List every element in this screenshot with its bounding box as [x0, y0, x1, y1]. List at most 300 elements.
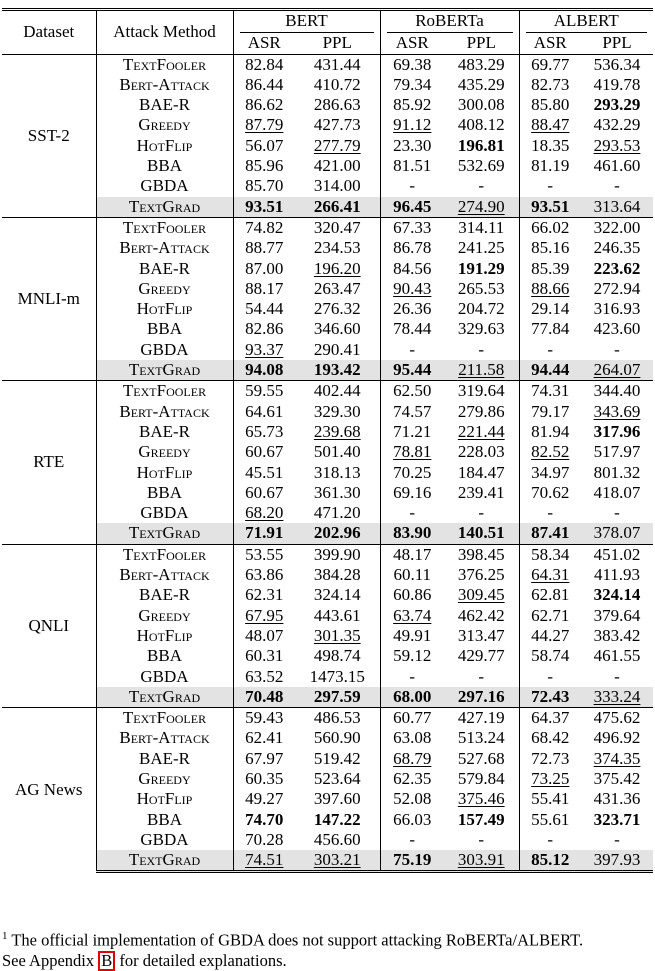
value-text: 48.17 [393, 544, 432, 564]
value-text: 62.41 [245, 728, 284, 748]
header-model-bert: BERT [233, 10, 380, 34]
asr-value-cell [519, 626, 581, 646]
attack-method-cell: TextGrad [96, 523, 233, 544]
value-text: 68.42 [531, 728, 570, 748]
ppl-value-cell [444, 95, 519, 115]
value-text: 317.96 [593, 421, 641, 441]
asr-value-cell [233, 728, 295, 748]
ppl-value-cell [581, 503, 653, 523]
asr-value-cell [519, 340, 581, 360]
value-text: 62.31 [245, 585, 284, 605]
asr-value-cell [233, 769, 295, 789]
asr-value-cell [380, 810, 444, 830]
table-row [2, 830, 653, 850]
ppl-value-cell [295, 422, 380, 442]
ppl-value-cell [581, 136, 653, 156]
table-row [2, 319, 653, 339]
asr-value-cell [233, 197, 295, 218]
value-text: 82.86 [245, 319, 284, 339]
value-text: 314.11 [458, 217, 505, 237]
asr-value-cell [380, 156, 444, 176]
asr-value-cell [233, 259, 295, 279]
table-row [2, 75, 653, 95]
ppl-value-cell [295, 54, 380, 75]
value-text: 85.96 [245, 156, 284, 176]
asr-value-cell [380, 830, 444, 850]
ppl-value-cell [295, 749, 380, 769]
value-text: 191.29 [457, 258, 505, 278]
ppl-value-cell [444, 585, 519, 605]
value-text: 60.86 [393, 585, 432, 605]
value-text: 313.64 [593, 196, 641, 216]
value-text: 59.55 [245, 381, 284, 401]
value-text: 52.08 [393, 789, 432, 809]
asr-value-cell [233, 565, 295, 585]
value-text: 74.31 [531, 381, 570, 401]
value-text: 77.84 [531, 319, 570, 339]
value-text: 65.73 [245, 421, 284, 441]
ppl-value-cell [295, 728, 380, 748]
value-text: 93.51 [531, 196, 570, 216]
ppl-value-cell [581, 523, 653, 544]
asr-value-cell [519, 830, 581, 850]
value-text: 74.70 [245, 809, 284, 829]
asr-value-cell [233, 238, 295, 258]
asr-value-cell [233, 156, 295, 176]
value-text: 461.55 [593, 646, 641, 666]
asr-value-cell [380, 238, 444, 258]
asr-value-cell [519, 217, 581, 238]
value-text: 79.17 [531, 401, 570, 421]
value-text: 86.44 [245, 74, 284, 94]
value-text: 374.35 [593, 748, 641, 768]
table-row [2, 54, 653, 75]
asr-value-cell [380, 75, 444, 95]
asr-value-cell [233, 646, 295, 666]
value-text: 316.93 [593, 299, 641, 319]
value-text: 193.42 [313, 360, 361, 380]
asr-value-cell [519, 483, 581, 503]
header-metric-ppl: PPL [444, 33, 519, 54]
table-row [2, 115, 653, 135]
value-text: 346.60 [313, 319, 361, 339]
value-text: 313.47 [457, 625, 505, 645]
asr-value-cell [519, 156, 581, 176]
ppl-value-cell [581, 606, 653, 626]
table-row [2, 585, 653, 605]
asr-value-cell [519, 544, 581, 565]
asr-value-cell [519, 585, 581, 605]
asr-value-cell [519, 238, 581, 258]
ppl-value-cell [581, 565, 653, 585]
asr-value-cell [519, 136, 581, 156]
value-text: 68.79 [393, 748, 432, 768]
asr-value-cell [233, 381, 295, 402]
table-row [2, 606, 653, 626]
table-row [2, 442, 653, 462]
value-text: 63.08 [393, 728, 432, 748]
value-text: 375.42 [593, 768, 641, 788]
value-text: 297.59 [313, 686, 361, 706]
attack-method-cell: TextGrad [96, 360, 233, 381]
ppl-value-cell [444, 708, 519, 729]
ppl-value-cell [295, 810, 380, 830]
value-text: 60.35 [245, 768, 284, 788]
table-row [2, 402, 653, 422]
value-text: 314.00 [313, 176, 361, 196]
value-text: - [478, 666, 485, 686]
value-text: 286.63 [313, 95, 361, 115]
table-row [2, 565, 653, 585]
table-row [2, 156, 653, 176]
value-text: 71.21 [393, 421, 432, 441]
value-text: 95.44 [393, 360, 432, 380]
asr-value-cell [233, 606, 295, 626]
footnote-line-2 [2, 951, 653, 971]
table-row [2, 749, 653, 769]
attack-method-cell: BBA [96, 646, 233, 666]
ppl-value-cell [581, 708, 653, 729]
value-text: 81.19 [531, 156, 570, 176]
asr-value-cell [519, 503, 581, 523]
value-text: 241.25 [457, 238, 505, 258]
ppl-value-cell [444, 646, 519, 666]
value-text: - [409, 176, 416, 196]
ppl-value-cell [581, 259, 653, 279]
attack-method-cell: TextFooler [96, 708, 233, 729]
ppl-value-cell [581, 830, 653, 850]
ppl-value-cell [581, 238, 653, 258]
ppl-value-cell [444, 176, 519, 196]
value-text: 69.16 [393, 482, 432, 502]
value-text: 319.64 [457, 381, 505, 401]
footnote [2, 926, 653, 971]
ppl-value-cell [581, 402, 653, 422]
asr-value-cell [519, 176, 581, 196]
ppl-value-cell [444, 402, 519, 422]
value-text: - [478, 176, 485, 196]
attack-method-cell: TextFooler [96, 217, 233, 238]
value-text: 303.91 [457, 850, 505, 870]
ppl-value-cell [295, 299, 380, 319]
value-text: 88.17 [245, 278, 284, 298]
value-text: 58.34 [531, 544, 570, 564]
value-text: 74.51 [245, 850, 284, 870]
value-text: 379.64 [593, 605, 641, 625]
ppl-value-cell [295, 585, 380, 605]
attack-method-cell: Greedy [96, 606, 233, 626]
value-text: 398.45 [457, 544, 505, 564]
asr-value-cell [233, 422, 295, 442]
asr-value-cell [233, 176, 295, 196]
asr-value-cell [380, 769, 444, 789]
value-text: 70.62 [531, 482, 570, 502]
value-text: 53.55 [245, 544, 284, 564]
ppl-value-cell [444, 156, 519, 176]
value-text: 361.30 [313, 482, 361, 502]
value-text: - [409, 339, 416, 359]
ppl-value-cell [581, 54, 653, 75]
attack-method-cell: HotFlip [96, 463, 233, 483]
value-text: 63.74 [393, 605, 432, 625]
asr-value-cell [380, 585, 444, 605]
asr-value-cell [233, 54, 295, 75]
ppl-value-cell [295, 830, 380, 850]
dataset-label: QNLI [2, 544, 96, 707]
value-text: - [547, 339, 554, 359]
table-row [2, 708, 653, 729]
asr-value-cell [233, 115, 295, 135]
value-text: 67.95 [245, 605, 284, 625]
ppl-value-cell [295, 115, 380, 135]
value-text: 75.19 [393, 850, 432, 870]
table-row [2, 381, 653, 402]
value-text: 87.41 [531, 523, 570, 543]
value-text: 322.00 [593, 217, 641, 237]
asr-value-cell [519, 565, 581, 585]
value-text: 277.79 [313, 135, 361, 155]
value-text: 64.37 [531, 708, 570, 728]
value-text: 78.44 [393, 319, 432, 339]
value-text: 397.60 [313, 789, 361, 809]
value-text: 579.84 [457, 768, 505, 788]
ppl-value-cell [295, 626, 380, 646]
value-text: - [614, 176, 620, 196]
ppl-value-cell [581, 646, 653, 666]
appendix-ref-link[interactable]: B [98, 951, 115, 971]
footnote-text-after-ref: for detailed explanations. [115, 950, 287, 970]
table-row [2, 544, 653, 565]
ppl-value-cell [444, 483, 519, 503]
value-text: 293.29 [593, 95, 641, 115]
asr-value-cell [519, 75, 581, 95]
value-text: 376.25 [457, 565, 505, 585]
value-text: 72.43 [531, 686, 570, 706]
table-row [2, 176, 653, 196]
ppl-value-cell [444, 279, 519, 299]
value-text: 55.61 [531, 809, 570, 829]
asr-value-cell [233, 95, 295, 115]
ppl-value-cell [444, 789, 519, 809]
asr-value-cell [380, 360, 444, 381]
value-text: 62.71 [531, 605, 570, 625]
asr-value-cell [233, 319, 295, 339]
value-text: 74.57 [393, 401, 432, 421]
asr-value-cell [233, 708, 295, 729]
value-text: 87.79 [245, 115, 284, 135]
ppl-value-cell [581, 115, 653, 135]
ppl-value-cell [444, 381, 519, 402]
table-row [2, 789, 653, 809]
header-attack-method: Attack Method [96, 10, 233, 55]
value-text: 23.30 [393, 135, 432, 155]
value-text: 70.28 [245, 829, 284, 849]
value-text: 263.47 [313, 278, 361, 298]
attack-method-cell: BBA [96, 810, 233, 830]
attack-method-cell: BAE-R [96, 422, 233, 442]
ppl-value-cell [295, 769, 380, 789]
value-text: 297.16 [457, 686, 505, 706]
asr-value-cell [233, 75, 295, 95]
value-text: 223.62 [593, 258, 641, 278]
value-text: - [547, 666, 554, 686]
value-text: 85.92 [393, 95, 432, 115]
ppl-value-cell [295, 238, 380, 258]
attack-method-cell: BAE-R [96, 259, 233, 279]
asr-value-cell [519, 463, 581, 483]
ppl-value-cell [444, 626, 519, 646]
value-text: 293.53 [593, 135, 641, 155]
asr-value-cell [519, 442, 581, 462]
value-text: - [478, 503, 485, 523]
value-text: 74.82 [245, 217, 284, 237]
table-row [2, 769, 653, 789]
value-text: 84.56 [393, 258, 432, 278]
ppl-value-cell [444, 749, 519, 769]
attack-method-cell: TextGrad [96, 197, 233, 218]
value-text: 62.81 [531, 585, 570, 605]
value-text: 81.94 [531, 421, 570, 441]
ppl-value-cell [581, 360, 653, 381]
asr-value-cell [233, 442, 295, 462]
asr-value-cell [380, 402, 444, 422]
asr-value-cell [380, 217, 444, 238]
asr-value-cell [380, 626, 444, 646]
ppl-value-cell [581, 340, 653, 360]
value-text: 60.67 [245, 482, 284, 502]
ppl-value-cell [444, 463, 519, 483]
asr-value-cell [519, 299, 581, 319]
attack-method-cell: GBDA [96, 830, 233, 850]
asr-value-cell [380, 708, 444, 729]
ppl-value-cell [444, 850, 519, 872]
asr-value-cell [380, 463, 444, 483]
ppl-value-cell [295, 463, 380, 483]
dataset-label: SST-2 [2, 54, 96, 217]
header-dataset: Dataset [2, 10, 96, 55]
table-row [2, 483, 653, 503]
value-text: 85.16 [531, 238, 570, 258]
value-text: 68.00 [393, 686, 432, 706]
ppl-value-cell [295, 176, 380, 196]
footnote-text-before-ref: See Appendix [2, 950, 99, 970]
attack-method-cell: HotFlip [96, 626, 233, 646]
asr-value-cell [380, 667, 444, 687]
ppl-value-cell [444, 830, 519, 850]
ppl-value-cell [295, 279, 380, 299]
value-text: - [478, 829, 485, 849]
value-text: 498.74 [313, 646, 361, 666]
value-text: 456.60 [313, 829, 361, 849]
table-row [2, 360, 653, 381]
attack-method-cell: HotFlip [96, 299, 233, 319]
table-row [2, 810, 653, 830]
attack-method-cell: GBDA [96, 340, 233, 360]
ppl-value-cell [444, 544, 519, 565]
asr-value-cell [519, 749, 581, 769]
ppl-value-cell [444, 728, 519, 748]
asr-value-cell [380, 523, 444, 544]
asr-value-cell [233, 340, 295, 360]
asr-value-cell [519, 769, 581, 789]
attack-method-cell: Bert-Attack [96, 402, 233, 422]
asr-value-cell [380, 483, 444, 503]
attack-method-cell: BBA [96, 319, 233, 339]
value-text: 85.80 [531, 95, 570, 115]
attack-method-cell: Greedy [96, 279, 233, 299]
value-text: 73.25 [531, 768, 570, 788]
value-text: 196.20 [313, 258, 361, 278]
value-text: 471.20 [313, 503, 361, 523]
value-text: 93.51 [245, 196, 284, 216]
dataset-label: MNLI-m [2, 217, 96, 380]
value-text: - [614, 666, 620, 686]
ppl-value-cell [581, 810, 653, 830]
dataset-label: AG News [2, 708, 96, 872]
value-text: 303.21 [313, 850, 361, 870]
ppl-value-cell [581, 687, 653, 708]
ppl-value-cell [444, 319, 519, 339]
attack-method-cell: GBDA [96, 176, 233, 196]
header-metric-asr: ASR [247, 33, 281, 53]
ppl-value-cell [444, 442, 519, 462]
value-text: 461.60 [593, 156, 641, 176]
value-text: - [547, 176, 554, 196]
value-text: 184.47 [457, 462, 505, 482]
asr-value-cell [233, 483, 295, 503]
header-metric-ppl: PPL [295, 33, 380, 54]
ppl-value-cell [444, 217, 519, 238]
ppl-value-cell [295, 381, 380, 402]
ppl-value-cell [444, 606, 519, 626]
value-text: 82.52 [531, 442, 570, 462]
value-text: 58.74 [531, 646, 570, 666]
value-text: 343.69 [593, 401, 641, 421]
attack-method-cell: BAE-R [96, 749, 233, 769]
table-row [2, 646, 653, 666]
ppl-value-cell [444, 422, 519, 442]
asr-value-cell [233, 585, 295, 605]
value-text: 333.24 [593, 686, 641, 706]
table-row [2, 687, 653, 708]
value-text: 517.97 [593, 442, 641, 462]
value-text: 239.41 [457, 482, 505, 502]
asr-value-cell [519, 850, 581, 872]
value-text: 324.14 [313, 585, 361, 605]
value-text: 560.90 [313, 728, 361, 748]
ppl-value-cell [444, 769, 519, 789]
value-text: 60.77 [393, 708, 432, 728]
value-text: 309.45 [457, 585, 505, 605]
ppl-value-cell [295, 606, 380, 626]
value-text: 56.07 [245, 135, 284, 155]
value-text: 427.19 [457, 708, 505, 728]
asr-value-cell [519, 810, 581, 830]
asr-value-cell [380, 136, 444, 156]
value-text: 329.30 [313, 401, 361, 421]
value-text: 26.36 [393, 299, 432, 319]
ppl-value-cell [581, 75, 653, 95]
value-text: 83.90 [393, 523, 432, 543]
value-text: 69.77 [531, 54, 570, 74]
value-text: 202.96 [313, 523, 361, 543]
asr-value-cell [380, 646, 444, 666]
asr-value-cell [233, 850, 295, 872]
value-text: 375.46 [457, 789, 505, 809]
header-model-albert: ALBERT [519, 10, 653, 34]
value-text: 523.64 [313, 768, 361, 788]
value-text: 435.29 [457, 74, 505, 94]
